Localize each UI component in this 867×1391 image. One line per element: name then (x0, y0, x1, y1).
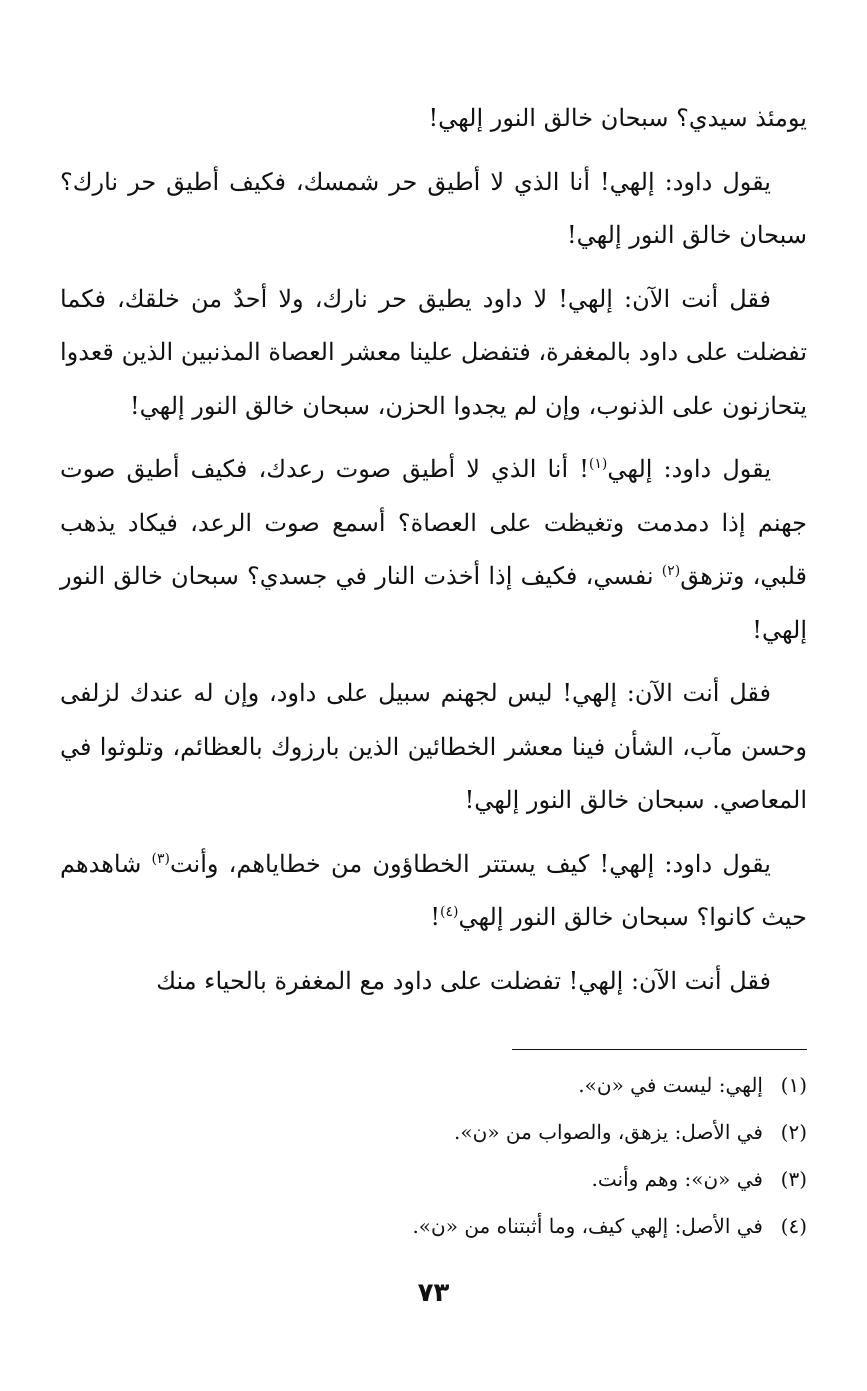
text-run: فقل أنت الآن: إلهي! تفضلت على داود مع المغفرة بالحياء منك (156, 966, 771, 995)
footnote-number: (٤) (780, 1214, 807, 1238)
paragraph (60, 443, 807, 657)
main-text (60, 92, 807, 1018)
text-run: فقل أنت الآن: إلهي! لا داود يطيق حر نارك، ولا أحدٌ من خلقك، فكما تفضلت على داود بالمغفرة، فتفضل علينا معشر العصاة المذنبين الذين قعدوا يتحازنون على الذنوب، وإن لم يجدوا الحزن، سبحان خالق النور إلهي! (60, 284, 807, 420)
page-number: ٧٣ (417, 1278, 450, 1308)
footnote-number: (٣) (780, 1167, 807, 1191)
footnote-reference: (١) (588, 456, 608, 472)
footnote (60, 1062, 807, 1109)
footnotes (60, 1062, 807, 1250)
text-run: يقول داود: إلهي! أنا الذي لا أطيق حر شمسك، فكيف أطيق حر نارك؟ سبحان خالق النور إلهي! (60, 167, 807, 249)
footnote-text: في الأصل: يزهق، والصواب من «ن». (454, 1120, 763, 1144)
footnote-reference: (٤) (440, 904, 459, 920)
paragraph (60, 667, 807, 828)
footnote-separator (512, 1049, 807, 1050)
footnote-reference: (٢) (661, 563, 681, 579)
paragraph (60, 838, 807, 945)
text-run: يقول داود: إلهي (607, 455, 771, 483)
text-run: ! أنا الذي لا أطيق صوت رعدك، فكيف أطيق صوت جهنم إذا دمدمت وتغيظت على العصاة؟ أسمع صوت الرعد، فيكاد يذهب قلبي، وتزهق (60, 455, 807, 590)
footnote-number: (١) (780, 1073, 807, 1097)
footnote-reference: (٣) (151, 850, 170, 867)
text-run: يومئذ سيدي؟ سبحان خالق النور إلهي! (428, 104, 807, 132)
text-run: يقول داود: إلهي! كيف يستتر الخطاؤون من خطاياهم، وأنت (169, 849, 771, 878)
footnote (60, 1156, 807, 1203)
text-run: نفسي، فكيف إذا أخذت النار في جسدي؟ سبحان خالق النور إلهي! (60, 562, 807, 644)
text-run: فقل أنت الآن: إلهي! ليس لجهنم سبيل على داود، وإن له عندك لزلفى وحسن مآب، الشأن فينا معشر الخطائين الذين بارزوك بالعظائم، وتلوثوا في المعاصي. سبحان خالق النور إلهي! (60, 679, 807, 814)
footnote-number: (٢) (780, 1120, 807, 1144)
footnote (60, 1109, 807, 1156)
footnote-text: إلهي: ليست في «ن». (578, 1073, 763, 1097)
paragraph (60, 273, 807, 434)
text-run: ! (430, 903, 440, 931)
footnote (60, 1203, 807, 1250)
paragraph (60, 156, 807, 263)
paragraph (60, 955, 807, 1009)
footnote-text: في «ن»: وهم وأنت. (591, 1167, 763, 1191)
text-run: شاهدهم حيث كانوا؟ سبحان خالق النور إلهي (60, 849, 807, 931)
paragraph (60, 92, 807, 146)
footnote-text: في الأصل: إلهي كيف، وما أثبتناه من «ن». (412, 1214, 763, 1238)
